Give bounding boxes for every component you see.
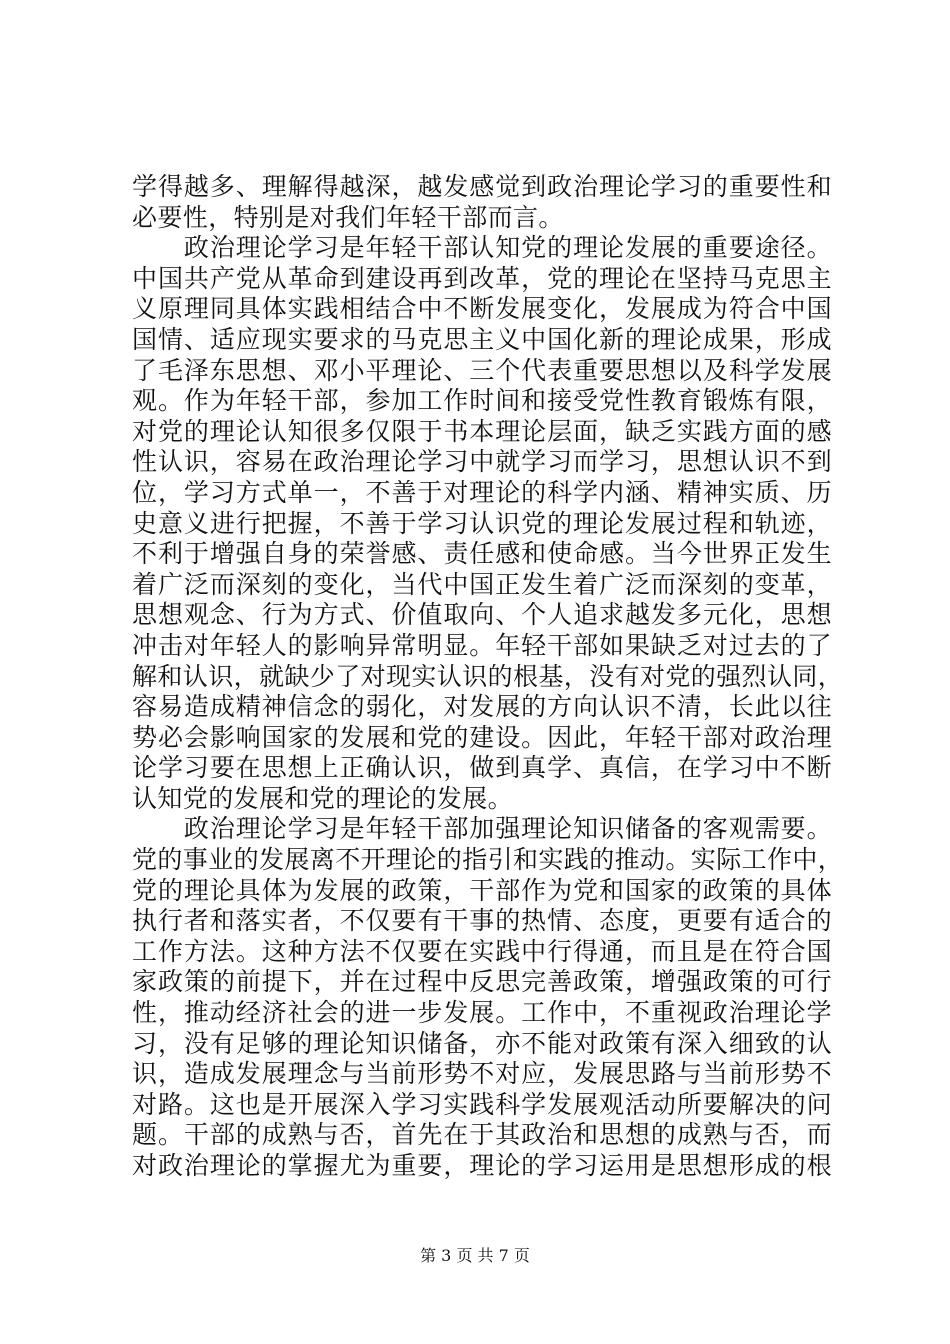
text-line: 家政策的前提下，并在过程中反思完善政策，增强政策的可行 <box>132 967 832 997</box>
text-line: 位，学习方式单一，不善于对理论的科学内涵、精神实质、历 <box>132 477 832 507</box>
text-line: 义原理同具体实践相结合中不断发展变化，发展成为符合中国 <box>132 294 832 324</box>
text-line: 中国共产党从革命到建设再到改革，党的理论在坚持马克思主 <box>132 263 832 293</box>
text-line: 解和认识，就缺少了对现实认识的根基，没有对党的强烈认同， <box>132 661 844 691</box>
text-line: 了毛泽东思想、邓小平理论、三个代表重要思想以及科学发展 <box>132 355 832 385</box>
text-line: 容易造成精神信念的弱化，对发展的方向认识不清，长此以往 <box>132 692 832 722</box>
paragraph-first-line: 政治理论学习是年轻干部认知党的理论发展的重要途径。 <box>132 233 832 263</box>
text-line: 思想观念、行为方式、价值取向、个人追求越发多元化，思想 <box>132 600 832 630</box>
text-line: 史意义进行把握，不善于学习认识党的理论发展过程和轨迹， <box>132 508 832 538</box>
text-line: 党的理论具体为发展的政策，干部作为党和国家的政策的具体 <box>132 875 832 905</box>
text-line: 必要性，特别是对我们年轻干部而言。 <box>132 202 564 232</box>
text-line: 对路。这也是开展深入学习实践科学发展观活动所要解决的问 <box>132 1089 832 1119</box>
paragraph-first-line: 政治理论学习是年轻干部加强理论知识储备的客观需要。 <box>132 814 832 844</box>
text-line: 对政治理论的掌握尤为重要，理论的学习运用是思想形成的根 <box>132 1151 832 1180</box>
text-line: 势必会影响国家的发展和党的建设。因此，年轻干部对政治理 <box>132 722 832 752</box>
text-line: 学得越多、理解得越深，越发感觉到政治理论学习的重要性和 <box>132 172 832 201</box>
text-line: 性，推动经济社会的进一步发展。工作中，不重视政治理论学 <box>132 998 832 1028</box>
text-line: 不利于增强自身的荣誉感、责任感和使命感。当今世界正发生 <box>132 539 832 569</box>
text-line: 认知党的发展和党的理论的发展。 <box>132 783 514 813</box>
text-line: 识，造成发展理念与当前形势不对应，发展思路与当前形势不 <box>132 1059 832 1089</box>
text-line: 题。干部的成熟与否，首先在于其政治和思想的成熟与否，而 <box>132 1120 832 1150</box>
page-number-footer: 第 3 页 共 7 页 <box>420 1246 530 1265</box>
text-line: 党的事业的发展离不开理论的指引和实践的推动。实际工作中， <box>132 845 844 875</box>
text-line: 国情、适应现实要求的马克思主义中国化新的理论成果，形成 <box>132 324 832 354</box>
text-line: 论学习要在思想上正确认识，做到真学、真信，在学习中不断 <box>132 753 832 783</box>
text-line: 冲击对年轻人的影响异常明显。年轻干部如果缺乏对过去的了 <box>132 630 832 660</box>
text-line: 观。作为年轻干部，参加工作时间和接受党性教育锻炼有限， <box>132 386 832 416</box>
text-line: 执行者和落实者，不仅要有干事的热情、态度，更要有适合的 <box>132 906 832 936</box>
text-line: 性认识，容易在政治理论学习中就学习而学习，思想认识不到 <box>132 447 832 477</box>
text-line: 着广泛而深刻的变化，当代中国正发生着广泛而深刻的变革， <box>132 569 832 599</box>
text-line: 对党的理论认知很多仅限于书本理论层面，缺乏实践方面的感 <box>132 416 832 446</box>
text-line: 工作方法。这种方法不仅要在实践中行得通，而且是在符合国 <box>132 936 832 966</box>
text-line: 习，没有足够的理论知识储备，亦不能对政策有深入细致的认 <box>132 1028 832 1058</box>
body-text <box>132 172 844 1182</box>
